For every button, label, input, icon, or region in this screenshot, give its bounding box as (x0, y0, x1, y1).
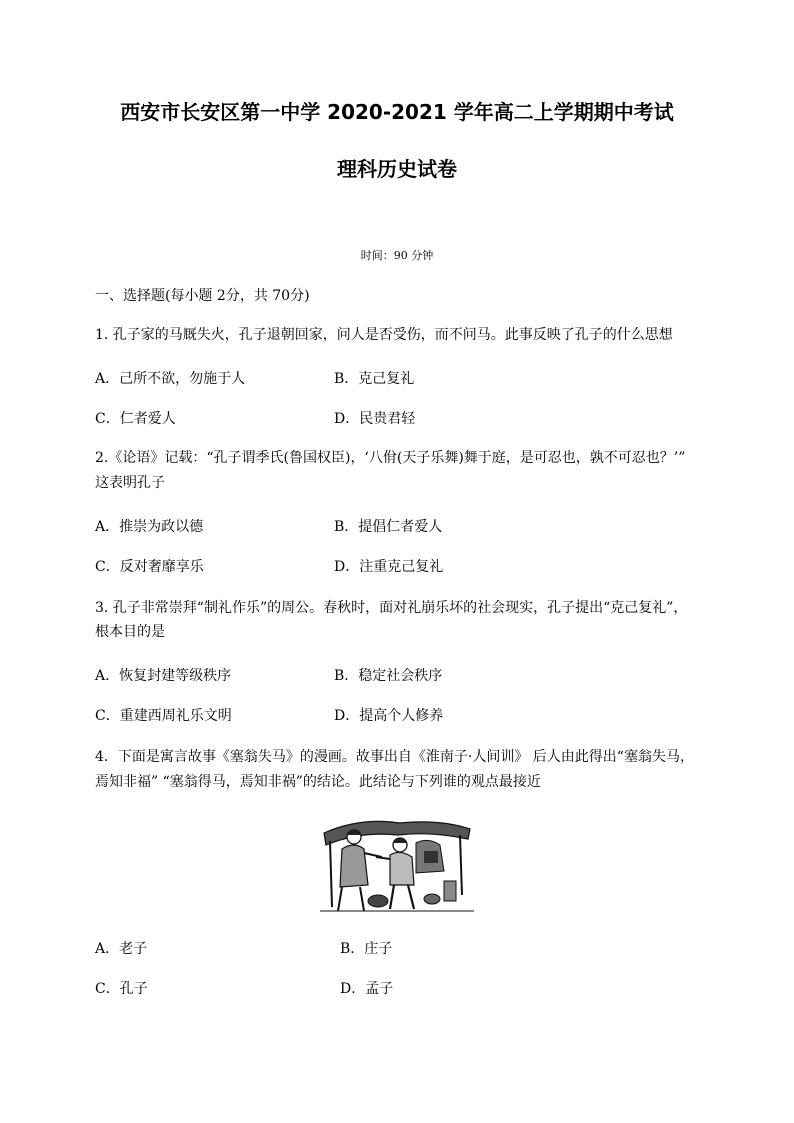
question-4-stem-line-1: 4．下面是寓言故事《塞翁失马》的漫画。故事出自《淮南子·人间训》 后人由此得出“塞翁失马， (95, 749, 694, 765)
question-1-option-c: C．仁者爱人 (95, 411, 176, 427)
question-4-option-d: D．孟子 (340, 981, 394, 997)
question-3-option-a: A．恢复封建等级秩序 (95, 668, 232, 684)
question-3-option-b: B．稳定社会秩序 (334, 668, 443, 684)
section-heading: 一、选择题(每小题 2分，共 70分) (95, 288, 310, 304)
question-1-option-a: A．己所不欲，勿施于人 (95, 371, 246, 387)
exam-title: 西安市长安区第一中学 2020-2021 学年高二上学期期中考试 (120, 100, 674, 124)
question-2-option-c: C．反对奢靡享乐 (95, 559, 204, 575)
exam-subtitle: 理科历史试卷 (337, 157, 457, 181)
exam-time: 时间：90 分钟 (360, 249, 434, 262)
fable-cartoon-illustration (320, 815, 474, 913)
question-4-option-a: A．老子 (95, 941, 148, 957)
question-1-stem: 1. 孔子家的马厩失火，孔子退朝回家，问人是否受伤，而不问马。此事反映了孔子的什么思想 (95, 327, 673, 343)
question-1-option-b: B．克己复礼 (334, 371, 415, 387)
question-4-option-b: B．庄子 (340, 941, 393, 957)
question-2-option-d: D．注重克己复礼 (334, 559, 444, 575)
question-3-option-d: D．提高个人修养 (334, 708, 444, 724)
question-3-stem-line-2: 根本目的是 (95, 624, 165, 640)
question-2-stem-line-2: 这表明孔子 (95, 475, 165, 491)
question-1-option-d: D．民贵君轻 (334, 411, 416, 427)
question-3-stem-line-1: 3. 孔子非常崇拜“制礼作乐”的周公。春秋时，面对礼崩乐坏的社会现实，孔子提出“克己复礼”， (95, 600, 688, 616)
question-2-option-a: A．推崇为政以德 (95, 519, 204, 535)
question-4-stem-line-2: 焉知非福” “塞翁得马，焉知非祸”的结论。此结论与下列谁的观点最接近 (95, 774, 541, 790)
question-2-option-b: B．提倡仁者爱人 (334, 519, 443, 535)
question-4-option-c: C．孔子 (95, 981, 148, 997)
question-2-stem-line-1: 2.《论语》记载：“孔子谓季氏(鲁国权臣)，‘八佾(天子乐舞)舞于庭，是可忍也，孰不可忍也？’” (95, 450, 686, 466)
question-3-option-c: C．重建西周礼乐文明 (95, 708, 232, 724)
